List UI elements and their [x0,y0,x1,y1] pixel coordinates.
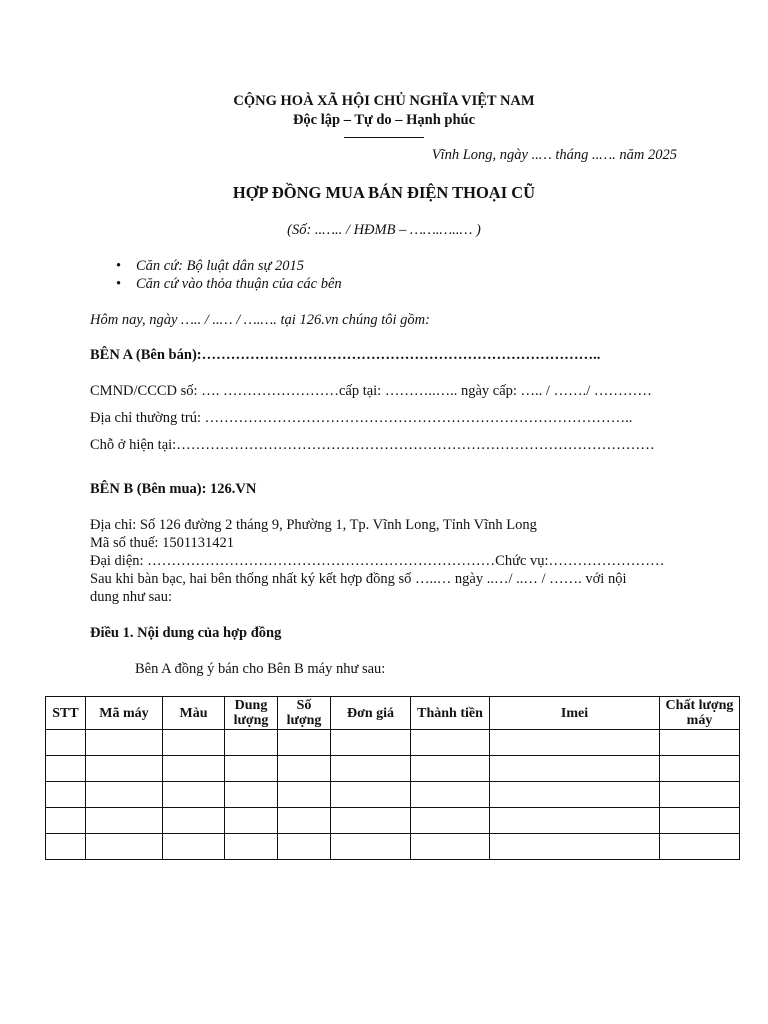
table-cell [86,730,163,756]
national-motto: Độc lập – Tự do – Hạnh phúc [292,112,476,128]
party-a-id-line: CMND/CCCD số: …. ……………………cấp tại: ………..….. ngày cấp: ….. / ……./ ………… [90,383,652,399]
table-cell [163,756,225,782]
article-1-heading: Điều 1. Nội dung của hợp đồng [90,625,282,641]
table-cell [46,756,86,782]
phone-items-table [45,696,740,860]
intro-line: Hôm nay, ngày ….. / ..… / ….…. tại 126.vn chúng tôi gồm: [90,312,430,328]
legal-basis-item: • Căn cứ: Bộ luật dân sự 2015 [114,258,342,276]
table-cell [278,730,331,756]
contract-number: (Số: ..….. / HĐMB – …….…..… ) [287,222,481,238]
motto-underline [344,137,424,138]
legal-bases-list [114,258,342,293]
table-cell [86,756,163,782]
party-a-address-line: Địa chỉ thường trú: …………………………………………………………………………….. [90,410,633,426]
table-cell [86,782,163,808]
party-b-representative: Đại diện: ………………………………………………………………Chức vụ:…………………… [90,553,665,569]
table-cell [660,834,740,860]
column-header: Imei [490,697,660,730]
column-header: Thành tiền [411,697,490,730]
table-cell [660,756,740,782]
table-cell [225,808,278,834]
column-header: Dung lượng [225,697,278,730]
table-cell [660,730,740,756]
table-cell [331,834,411,860]
column-header: Mã máy [86,697,163,730]
table-row [46,808,740,834]
table-cell [46,782,86,808]
table-cell [163,730,225,756]
table-row [46,782,740,808]
table-row [46,730,740,756]
table-cell [660,782,740,808]
table-cell [331,756,411,782]
agreement-line-cont: dung như sau: [90,589,172,605]
table-cell [278,756,331,782]
column-header: STT [46,697,86,730]
table-cell [660,808,740,834]
table-body [46,730,740,860]
table-cell [225,782,278,808]
contract-title: HỢP ĐỒNG MUA BÁN ĐIỆN THOẠI CŨ [232,183,536,202]
table-cell [411,756,490,782]
table-row [46,834,740,860]
table-cell [46,834,86,860]
table-cell [225,756,278,782]
table-cell [163,782,225,808]
table-cell [278,808,331,834]
article-1-text: Bên A đồng ý bán cho Bên B máy như sau: [135,661,386,677]
table-cell [163,834,225,860]
table-cell [490,808,660,834]
table-cell [411,730,490,756]
column-header: Chất lượng máy [660,697,740,730]
table-cell [163,808,225,834]
legal-basis-item: • Căn cứ vào thỏa thuận của các bên [114,276,342,294]
table-cell [490,756,660,782]
table-cell [411,834,490,860]
party-b-heading: BÊN B (Bên mua): 126.VN [90,481,257,497]
column-header: Số lượng [278,697,331,730]
table-cell [86,808,163,834]
table-cell [46,730,86,756]
table-cell [86,834,163,860]
table-cell [46,808,86,834]
date-line: Vĩnh Long, ngày ..… tháng ..…. năm 2025 [431,147,677,163]
table-cell [411,808,490,834]
table-cell [490,834,660,860]
column-header: Đơn giá [331,697,411,730]
table-cell [278,782,331,808]
column-header: Màu [163,697,225,730]
party-b-address: Địa chỉ: Số 126 đường 2 tháng 9, Phường 1, Tp. Vĩnh Long, Tỉnh Vĩnh Long [90,517,537,533]
table-cell [331,808,411,834]
table-cell [331,782,411,808]
party-a-heading: BÊN A (Bên bán):……………………………………………………………………….. [90,347,601,363]
party-a-current-line: Chỗ ở hiện tại:……………………………………………………………………………………… [90,437,655,453]
table-header-row [46,697,740,730]
table-cell [278,834,331,860]
table-cell [225,834,278,860]
table-cell [225,730,278,756]
table-cell [490,782,660,808]
table-cell [331,730,411,756]
table-cell [411,782,490,808]
table-row [46,756,740,782]
table-cell [490,730,660,756]
party-b-tax-code: Mã số thuế: 1501131421 [90,535,235,551]
agreement-line: Sau khi bàn bạc, hai bên thống nhất ký kết hợp đồng số …..… ngày ..…/ ..… / ……. với nội [90,571,627,587]
national-title: CỘNG HOÀ XÃ HỘI CHỦ NGHĨA VIỆT NAM [233,93,535,109]
